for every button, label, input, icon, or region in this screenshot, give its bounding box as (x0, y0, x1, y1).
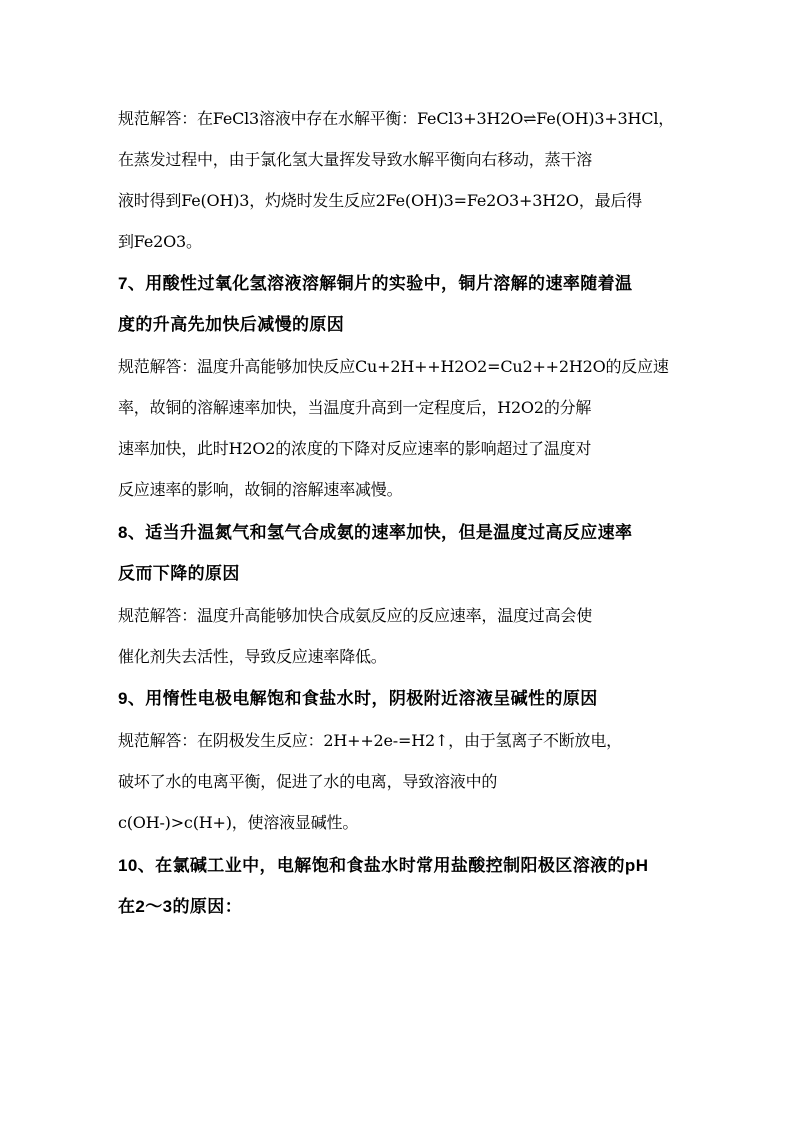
question-10 (118, 845, 688, 927)
answer-8 (118, 595, 688, 677)
question-10-line: 10、在氯碱工业中，电解饱和食盐水时常用盐酸控制阳极区溶液的pH (118, 856, 649, 875)
answer-9-line: 破坏了水的电离平衡，促进了水的电离，导致溶液中的 (118, 772, 498, 791)
question-9-line: 9、用惰性电极电解饱和食盐水时，阴极附近溶液呈碱性的原因 (118, 689, 598, 708)
question-8-line: 反而下降的原因 (118, 564, 240, 583)
answer-7-line: 速率加快，此时H2O2的浓度的下降对反应速率的影响超过了温度对 (118, 439, 592, 458)
answer-7-line: 反应速率的影响，故铜的溶解速率减慢。 (118, 480, 403, 499)
question-7-line: 7、用酸性过氧化氢溶液溶解铜片的实验中，铜片溶解的速率随着温 (118, 274, 633, 293)
question-7-line: 度的升高先加快后减慢的原因 (118, 315, 345, 334)
answer-8-line: 催化剂失去活性，导致反应速率降低。 (118, 647, 387, 666)
answer-6-line: 规范解答：在FeCl3溶液中存在水解平衡：FeCl3+3H2O⇌Fe(OH)3+3HCl， (118, 109, 675, 128)
answer-6-line: 液时得到Fe(OH)3，灼烧时发生反应2Fe(OH)3=Fe2O3+3H2O，最后得 (118, 191, 643, 210)
question-9 (118, 678, 688, 719)
question-10-line: 在2～3的原因： (118, 897, 243, 916)
question-8-line: 8、适当升温氮气和氢气合成氨的速率加快，但是温度过高反应速率 (118, 523, 633, 542)
answer-6 (118, 98, 688, 262)
answer-6-line: 到Fe2O3。 (118, 232, 202, 251)
answer-8-line: 规范解答：温度升高能够加快合成氨反应的反应速率，温度过高会使 (118, 606, 593, 625)
answer-7-line: 率，故铜的溶解速率加快，当温度升高到一定程度后，H2O2的分解 (118, 398, 592, 417)
answer-9-line: c(OH-)>c(H+)，使溶液显碱性。 (118, 813, 359, 832)
answer-9 (118, 720, 688, 843)
answer-9-line: 规范解答：在阴极发生反应：2H++2e-=H2↑，由于氢离子不断放电， (118, 731, 622, 750)
answer-7 (118, 346, 688, 510)
answer-6-line: 在蒸发过程中，由于氯化氢大量挥发导致水解平衡向右移动，蒸干溶 (118, 150, 593, 169)
question-7 (118, 263, 688, 345)
answer-7-line: 规范解答：温度升高能够加快反应Cu+2H++H2O2=Cu2++2H2O的反应速 (118, 357, 669, 376)
question-8 (118, 512, 688, 594)
